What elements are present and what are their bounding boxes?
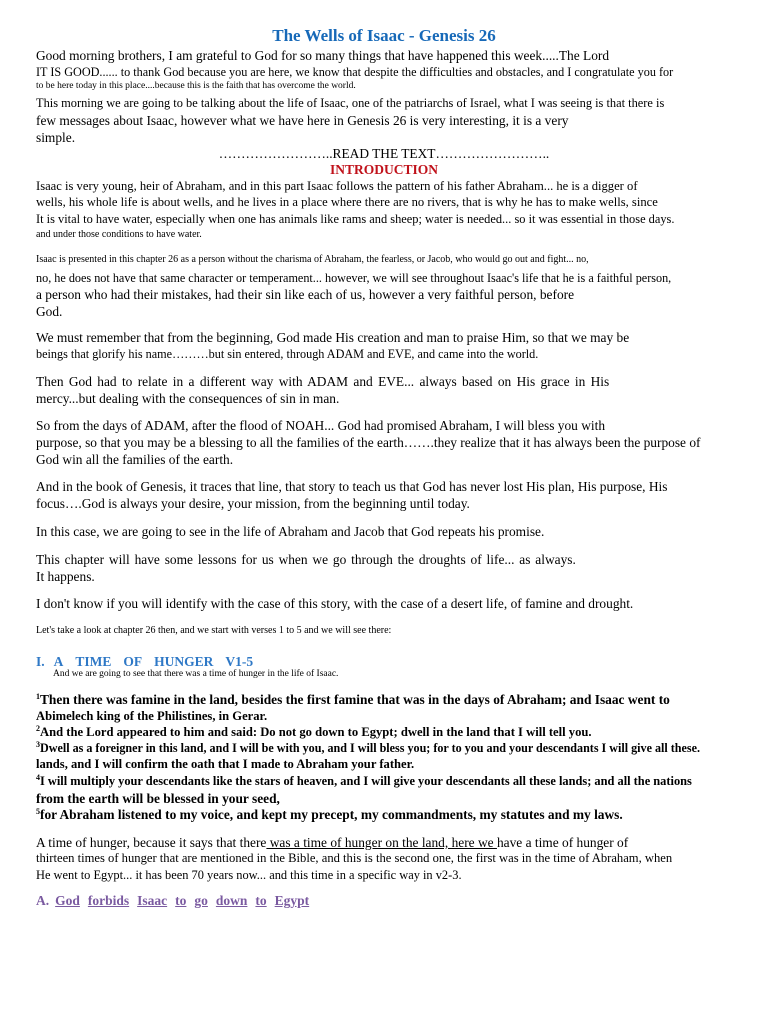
- intro-line: This morning we are going to be talking about the life of Isaac, one of the patriarchs of Israel, what I was seeing is that there is: [36, 96, 665, 110]
- paragraph-line: a person who had their mistakes, had their sin like each of us, however a very faithful person, before: [36, 287, 575, 302]
- intro-line: IT IS GOOD...... to thank God because you are here, we know that despite the difficulties and obstacles, and I congratulate you for: [36, 65, 674, 79]
- intro-line: few messages about Isaac, however what we have here in Genesis 26 is very interesting, it is a very: [36, 113, 569, 128]
- verse-number: 1: [36, 692, 40, 701]
- verse-line: from the earth will be blessed in your seed,: [36, 791, 280, 806]
- paragraph-line: In this case, we are going to see in the life of Abraham and Jacob that God repeats his promise.: [36, 524, 545, 539]
- subsection-word: down: [215, 893, 248, 908]
- paragraph-line: and under those conditions to have water.: [36, 229, 202, 240]
- verse-text: And the Lord appeared to him and said: Do not go down to Egypt; dwell in the land that I will tell you.: [40, 725, 592, 739]
- subsection-word: Egypt: [274, 893, 310, 908]
- paragraph-line: Isaac is presented in this chapter 26 as a person without the charisma of Abraham, the fearless, or Jacob, who would go out and fight... no,: [36, 254, 589, 265]
- paragraph-line: And in the book of Genesis, it traces that line, that story to teach us that God has never lost His plan, His purpose, His: [36, 479, 668, 494]
- section-heading: [36, 655, 253, 669]
- paragraph-line: Isaac is very young, heir of Abraham, and in this part Isaac follows the pattern of his father Abraham... he is a digger of: [36, 179, 638, 193]
- paragraph-line: mercy...but dealing with the consequences of sin in man.: [36, 391, 340, 406]
- verse-line: [36, 775, 692, 787]
- verse-number: 2: [36, 724, 40, 733]
- verse-line: lands, and I will confirm the oath that I made to Abraham your father.: [36, 757, 415, 771]
- verse-number: 3: [36, 740, 40, 749]
- verse-line: [36, 808, 623, 821]
- underlined-text: was a time of hunger on the land, here we: [266, 835, 497, 850]
- paragraph-line: no, he does not have that same character or temperament... however, we will see throughout Isaac's life that he is a faithful person,: [36, 271, 672, 285]
- paragraph-line: wells, his whole life is about wells, and he lives in a place where there are no rivers, that is why he has to make wells, since: [36, 195, 658, 209]
- subsection-heading: [36, 894, 327, 908]
- section-number: I.: [36, 654, 45, 669]
- paragraph-line: beings that glorify his name………but sin entered, through ADAM and EVE, and came into the world.: [36, 347, 539, 361]
- paragraph-line: God win all the families of the earth.: [36, 452, 234, 467]
- paragraph-line: It happens.: [36, 569, 95, 584]
- verse-text: for Abraham listened to my voice, and kept my precept, my commandments, my statutes and my laws.: [40, 807, 623, 822]
- section-word: HUNGER: [154, 654, 214, 669]
- subsection-word: to: [175, 893, 187, 908]
- paragraph-line: God.: [36, 304, 63, 319]
- paragraph-line: It is vital to have water, especially when one has animals like rams and sheep; water is needed... so it was essential in those days.: [36, 212, 675, 226]
- paragraph-line: thirteen times of hunger that are mentioned in the Bible, and this is the second one, the first was in the time of Abraham, when: [36, 851, 673, 865]
- section-word: TIME: [75, 654, 112, 669]
- paragraph-line: He went to Egypt... it has been 70 years now... and this time in a specific way in v2-3.: [36, 868, 462, 882]
- page-title: The Wells of Isaac - Genesis 26: [272, 26, 496, 45]
- paragraph-line: This chapter will have some lessons for us when we go through the droughts of life... as always.: [36, 552, 576, 567]
- section-word: V1-5: [225, 654, 254, 669]
- section-subtitle: And we are going to see that there was a time of hunger in the life of Isaac.: [53, 669, 339, 679]
- paragraph-line: We must remember that from the beginning, God made His creation and man to praise Him, so that we may be: [36, 330, 630, 345]
- text-run: A time of hunger, because it says that there: [36, 835, 267, 850]
- introduction-heading: INTRODUCTION: [329, 162, 438, 177]
- paragraph-line: So from the days of ADAM, after the flood of NOAH... God had promised Abraham, I will bless you with: [36, 418, 606, 433]
- verse-line: [36, 726, 592, 739]
- intro-line: to be here today in this place....because this is the faith that has overcome the world.: [36, 81, 356, 91]
- verse-text: Dwell as a foreigner in this land, and I will be with you, and I will bless you; for to you and your descendants I will give all these.: [40, 741, 700, 755]
- paragraph-line: purpose, so that you may be a blessing to all the families of the earth…….they realize that it has always been the purpose of: [36, 435, 701, 450]
- subsection-word: God: [55, 893, 80, 908]
- verse-number: 4: [36, 773, 40, 782]
- subsection-word: to: [255, 893, 267, 908]
- intro-line: simple.: [36, 130, 76, 145]
- read-text-marker: ……………………..READ THE TEXT……………………..: [218, 146, 550, 161]
- subsection-word: go: [194, 893, 208, 908]
- verse-line: Abimelech king of the Philistines, in Gerar.: [36, 709, 268, 723]
- section-word: OF: [123, 654, 143, 669]
- verse-number: 5: [36, 807, 40, 816]
- subsection-word: forbids: [87, 893, 130, 908]
- subsection-letter: A.: [36, 893, 50, 908]
- paragraph-line: Let's take a look at chapter 26 then, and we start with verses 1 to 5 and we will see there:: [36, 625, 392, 636]
- text-run: have a time of hunger of: [496, 835, 629, 850]
- verse-line: [36, 742, 700, 754]
- verse-line: [36, 693, 670, 706]
- paragraph-line: I don't know if you will identify with the case of this story, with the case of a desert life, of famine and drought.: [36, 596, 634, 611]
- verse-text: Then there was famine in the land, besides the first famine that was in the days of Abraham; and Isaac went to: [40, 692, 670, 707]
- verse-text: I will multiply your descendants like the stars of heaven, and I will give your descendants all these lands; and all the nations: [40, 774, 692, 788]
- intro-line: Good morning brothers, I am grateful to God for so many things that have happened this week.....The Lord: [36, 48, 610, 63]
- subsection-title: [55, 893, 327, 908]
- paragraph-line: focus….God is always your desire, your mission, from the beginning until today.: [36, 496, 470, 511]
- paragraph-line: Then God had to relate in a different way with ADAM and EVE... always based on His grace in His: [36, 374, 610, 389]
- paragraph-line: [36, 836, 628, 849]
- section-word: A: [53, 654, 64, 669]
- subsection-word: Isaac: [137, 893, 168, 908]
